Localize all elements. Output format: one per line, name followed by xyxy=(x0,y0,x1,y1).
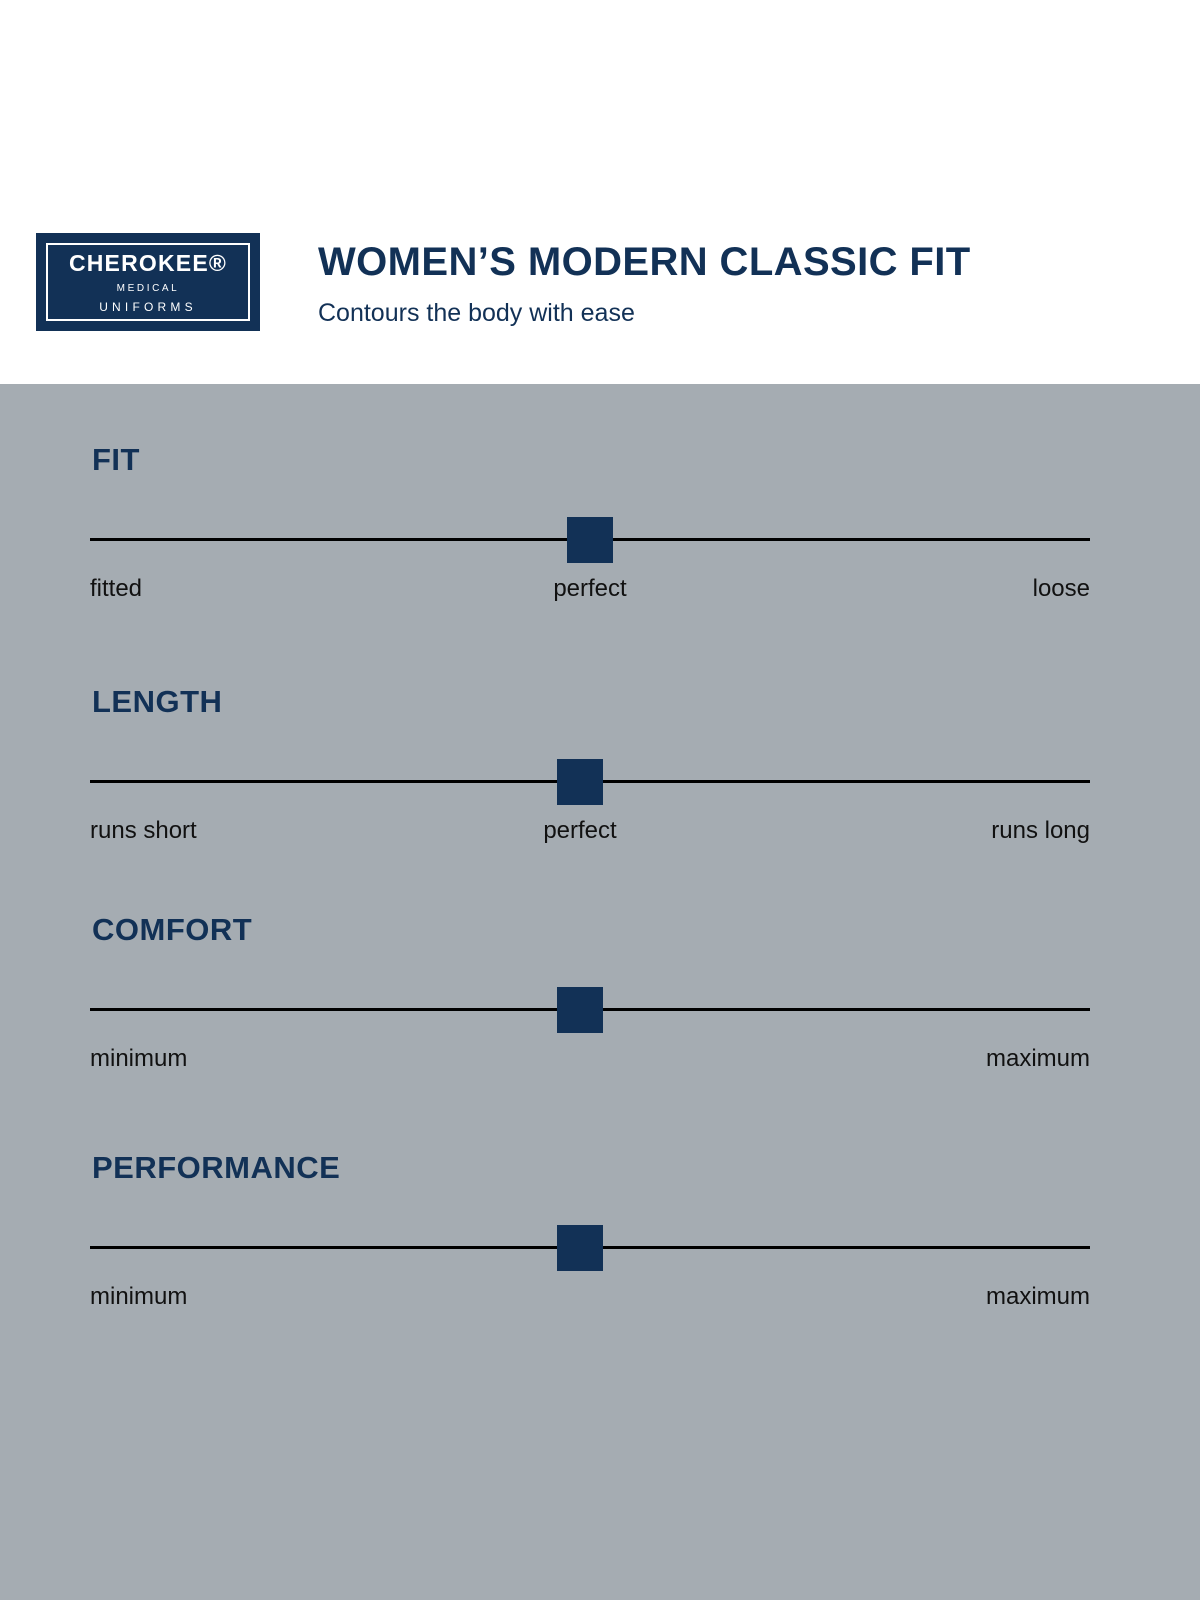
scale-labels xyxy=(90,575,1090,609)
scale-label-center: perfect xyxy=(543,817,617,844)
scale-label-right: maximum xyxy=(985,1045,1090,1072)
scale-track xyxy=(90,513,1090,565)
scale-title: LENGTH xyxy=(92,684,223,719)
scale-title: FIT xyxy=(92,442,140,477)
header xyxy=(0,0,1200,390)
scale-labels xyxy=(90,1283,1090,1317)
logo-brand-text: CHEROKEE® xyxy=(68,249,228,276)
scales-panel xyxy=(0,384,1200,1600)
scale-marker xyxy=(557,1225,603,1271)
scale-track xyxy=(90,1221,1090,1273)
logo-subtitle-uniforms: UNIFORMS xyxy=(99,299,197,314)
scale-labels xyxy=(90,817,1090,851)
scale-marker xyxy=(557,759,603,805)
scale-label-right: runs long xyxy=(991,817,1090,844)
scale-marker xyxy=(557,987,603,1033)
scale-performance xyxy=(90,1152,1090,1317)
scale-title: COMFORT xyxy=(92,912,253,947)
scale-labels xyxy=(90,1045,1090,1079)
scale-fit xyxy=(90,444,1090,609)
scale-marker xyxy=(567,517,613,563)
scale-title: PERFORMANCE xyxy=(92,1150,341,1185)
logo-subtitle-medical: MEDICAL xyxy=(116,282,180,294)
page-title: WOMEN’S MODERN CLASSIC FIT xyxy=(318,240,971,284)
cherokee-logo xyxy=(36,233,260,331)
scale-label-left: runs short xyxy=(90,817,197,844)
logo-frame xyxy=(46,243,250,321)
scale-label-left: minimum xyxy=(90,1045,188,1072)
scale-track xyxy=(90,755,1090,807)
scale-label-left: fitted xyxy=(90,575,143,602)
scale-label-right: loose xyxy=(1032,575,1090,602)
scale-label-left: minimum xyxy=(90,1283,188,1310)
scale-label-center: perfect xyxy=(553,575,627,602)
page-subtitle: Contours the body with ease xyxy=(318,299,635,327)
scale-length xyxy=(90,686,1090,851)
scale-comfort xyxy=(90,914,1090,1079)
scale-track xyxy=(90,983,1090,1035)
scale-label-right: maximum xyxy=(985,1283,1090,1310)
